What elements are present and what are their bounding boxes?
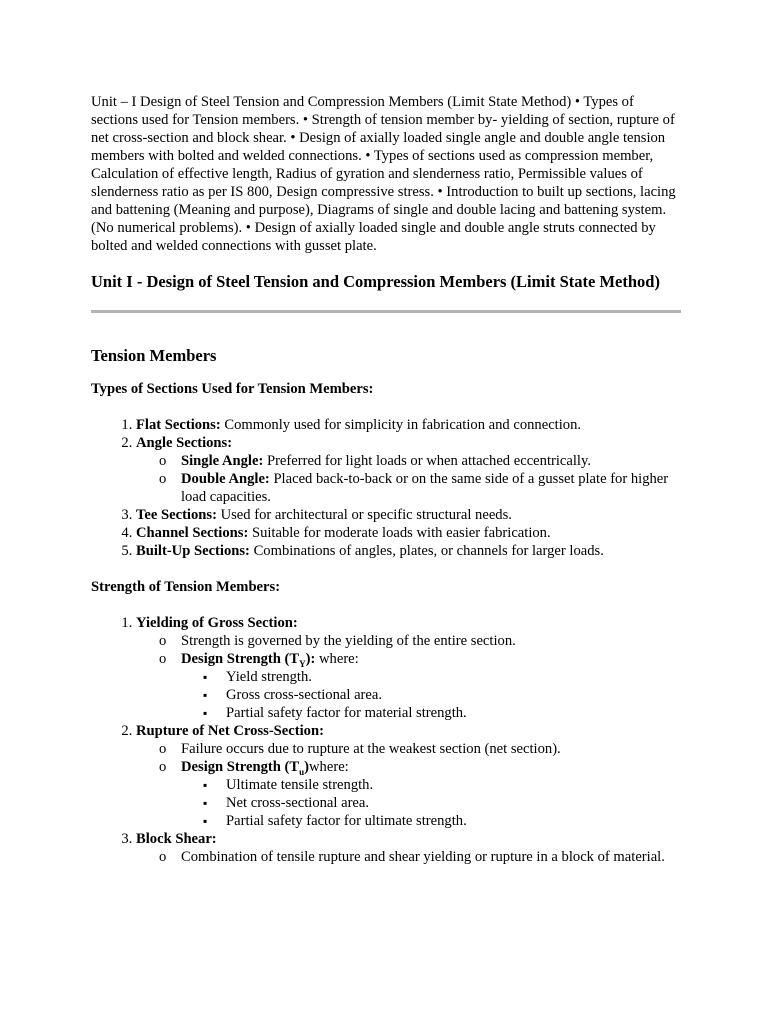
item-label: Double Angle: xyxy=(181,471,270,487)
item-text: Suitable for moderate loads with easier fabrication. xyxy=(248,525,551,541)
item-text: Commonly used for simplicity in fabrication and connection. xyxy=(220,417,582,433)
design-strength-label xyxy=(181,651,315,667)
item-text: where: xyxy=(309,759,349,775)
item-label: Single Angle: xyxy=(181,453,264,469)
rupture-sublist xyxy=(136,740,681,830)
document-content xyxy=(91,93,681,884)
subscript: u xyxy=(299,766,305,777)
list-item-tee xyxy=(136,506,681,524)
yielding-bullets xyxy=(181,668,681,722)
unit-title: Unit I - Design of Steel Tension and Compression Members (Limit State Method) xyxy=(91,272,660,291)
angle-sublist xyxy=(136,452,681,506)
bullet-item: ▪ Partial safety factor for material strength. xyxy=(226,704,681,722)
item-label: Yielding of Gross Section: xyxy=(136,615,298,631)
bullet-item: ▪ Net cross-sectional area. xyxy=(226,794,681,812)
bullet-item: ▪ Ultimate tensile strength. xyxy=(226,776,681,794)
bullet-item: ▪ Partial safety factor for ultimate strength. xyxy=(226,812,681,830)
types-heading: Types of Sections Used for Tension Members: xyxy=(91,381,374,397)
item-text: Combinations of angles, plates, or channels for larger loads. xyxy=(249,543,604,559)
subscript: Y xyxy=(299,658,306,669)
item-text: Preferred for light loads or when attached eccentrically. xyxy=(263,453,591,469)
yielding-sublist xyxy=(136,632,681,722)
strength-list xyxy=(91,614,681,866)
label-close: ): xyxy=(305,651,316,667)
list-item-flat xyxy=(136,416,681,434)
item-text: where: xyxy=(315,651,359,667)
sublist-item-double-angle xyxy=(181,470,681,506)
list-item-yielding xyxy=(136,614,681,722)
bullet-item: ▪ Gross cross-sectional area. xyxy=(226,686,681,704)
item-label: Channel Sections: xyxy=(136,525,249,541)
sublist-item-single-angle xyxy=(181,452,681,470)
intro-paragraph: Unit – I Design of Steel Tension and Compression Members (Limit State Method) • Types of sections used for Tension members. • Strength of tension member by- yielding of section, rupture of net cross-section and block shear. • Design of axially loaded single angle and double angle tension members with bolted and welded connections. • Types of sections used as compression member, Calculation of effective length, Radius of gyration and slenderness ratio, Permissible values of slenderness ratio as per IS 800, Design compressive stress. • Introduction to built up sections, lacing and battening (Meaning and purpose), Diagrams of single and double lacing and battening system. (No numerical problems). • Design of axially loaded single and double angle struts connected by bolted and welded connections with gusset plate. xyxy=(91,94,676,254)
item-label: Tee Sections: xyxy=(136,507,217,523)
item-text: Used for architectural or specific structural needs. xyxy=(216,507,512,523)
sublist-item: o Failure occurs due to rupture at the weakest section (net section). xyxy=(181,740,681,758)
list-item-block-shear xyxy=(136,830,681,866)
sublist-item-design-strength xyxy=(181,758,681,830)
item-label: Rupture of Net Cross-Section: xyxy=(136,723,324,739)
item-text: Placed back-to-back or on the same side of a gusset plate for higher load capacities. xyxy=(181,471,669,505)
block-shear-sublist xyxy=(136,848,681,866)
item-label: Built-Up Sections: xyxy=(136,543,250,559)
strength-heading: Strength of Tension Members: xyxy=(91,579,281,595)
types-list xyxy=(91,416,681,560)
list-item-rupture xyxy=(136,722,681,830)
item-label: Block Shear: xyxy=(136,831,217,847)
sublist-item: o Strength is governed by the yielding of the entire section. xyxy=(181,632,681,650)
list-item-angle xyxy=(136,434,681,506)
rupture-bullets xyxy=(181,776,681,830)
list-item-built-up xyxy=(136,542,681,560)
sublist-item-design-strength xyxy=(181,650,681,722)
section-title: Tension Members xyxy=(91,346,217,365)
item-label: Flat Sections: xyxy=(136,417,221,433)
item-label: Angle Sections: xyxy=(136,435,233,451)
sublist-item: o Combination of tensile rupture and shear yielding or rupture in a block of material. xyxy=(181,848,681,866)
label-text: Design Strength (T xyxy=(181,651,300,667)
bullet-item: ▪ Yield strength. xyxy=(226,668,681,686)
label-text: Design Strength (T xyxy=(181,759,300,775)
label-close: ) xyxy=(304,759,310,775)
design-strength-label xyxy=(181,759,309,775)
list-item-channel xyxy=(136,524,681,542)
horizontal-rule xyxy=(91,310,681,313)
